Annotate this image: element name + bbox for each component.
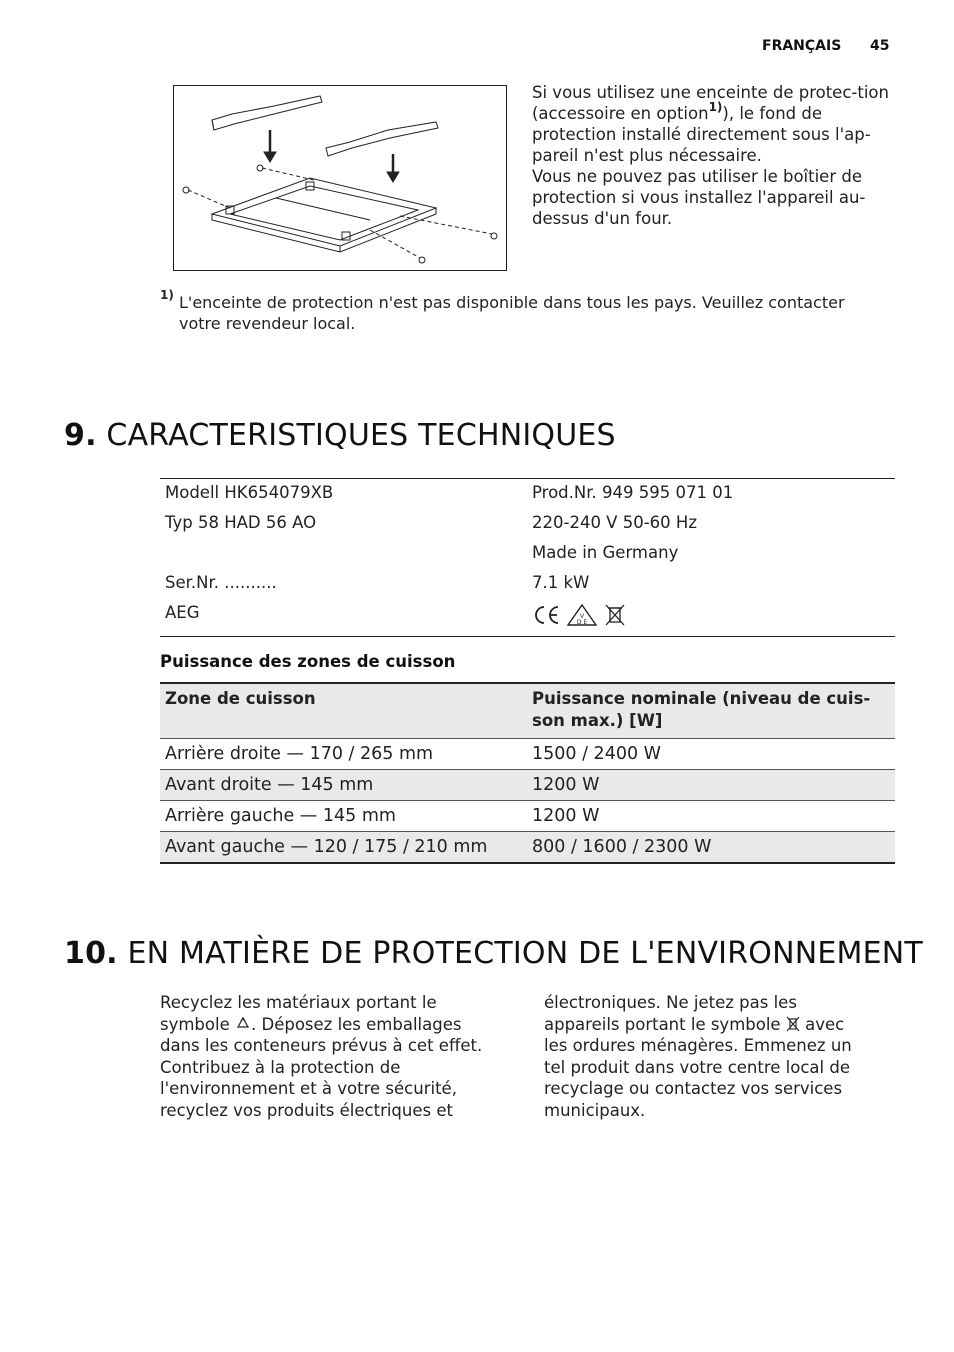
intro-paragraph xyxy=(532,82,894,229)
zone-cell: Avant droite — 145 mm xyxy=(160,770,527,801)
footnote-ref: 1) xyxy=(708,100,723,114)
column-header: Zone de cuisson xyxy=(160,683,527,739)
zone-cell: Arrière gauche — 145 mm xyxy=(160,801,527,832)
crossed-bin-icon xyxy=(786,1016,800,1032)
table-row xyxy=(160,509,895,539)
table-row xyxy=(160,770,895,801)
spec-cell xyxy=(160,539,527,569)
table-row xyxy=(160,479,895,510)
table-row xyxy=(160,569,895,599)
spec-table xyxy=(160,478,895,637)
power-table xyxy=(160,682,895,864)
table-row xyxy=(160,539,895,569)
table-header-row xyxy=(160,683,895,739)
spec-cell: AEG xyxy=(160,599,527,637)
vde-mark-icon xyxy=(566,603,598,627)
power-cell: 1200 W xyxy=(527,801,895,832)
zone-cell: Avant gauche — 120 / 175 / 210 mm xyxy=(160,832,527,864)
spec-cell: 7.1 kW xyxy=(532,573,590,592)
env-text-3: Contribuez à la protection de l'environnement et à votre sécurité, recyclez vos produits électriques et xyxy=(160,1057,457,1120)
environment-column-left xyxy=(160,992,485,1121)
svg-text:V: V xyxy=(579,613,585,620)
section-10-number: 10. xyxy=(64,936,118,971)
spec-cell: Typ 58 HAD 56 AO xyxy=(165,513,317,532)
power-cell: 1200 W xyxy=(527,770,895,801)
table-row xyxy=(160,599,895,637)
env-text-4: électroniques. Ne jetez pas les appareils portant le symbole xyxy=(544,993,797,1034)
column-header: Puissance nominale (niveau de cuis-son max.) [W] xyxy=(527,683,895,739)
spec-cell: Made in Germany xyxy=(532,543,679,562)
recycle-icon xyxy=(235,1016,251,1032)
certification-marks xyxy=(527,599,895,637)
env-text-1: Recyclez les matériaux portant le symbole xyxy=(160,993,437,1034)
svg-text:D E: D E xyxy=(576,619,588,626)
section-9-number: 9. xyxy=(64,418,97,453)
ce-mark-icon xyxy=(532,604,560,626)
table-row xyxy=(160,739,895,770)
section-10-title: EN MATIÈRE DE PROTECTION DE L'ENVIRONNEMENT xyxy=(127,936,923,971)
table-row xyxy=(160,832,895,864)
spec-cell: Prod.Nr. 949 595 071 01 xyxy=(527,479,895,510)
section-9-title: CARACTERISTIQUES TECHNIQUES xyxy=(106,418,616,453)
intro-text-3: Vous ne pouvez pas utiliser le boîtier de protection si vous installez l'appareil au-dessus d'un four. xyxy=(532,167,866,228)
power-subheading: Puissance des zones de cuisson xyxy=(160,652,456,671)
table-row xyxy=(160,801,895,832)
spec-cell: Ser.Nr. .......... xyxy=(165,573,277,592)
power-cell: 800 / 1600 / 2300 W xyxy=(527,832,895,864)
env-text-2: . Déposez les emballages dans les conteneurs prévus à cet effet. xyxy=(160,1014,483,1055)
spec-cell: Modell HK654079XB xyxy=(160,479,527,510)
footnote-mark: 1) xyxy=(160,288,174,302)
crossed-bin-icon xyxy=(604,603,626,627)
section-10-heading xyxy=(64,936,923,971)
installation-figure xyxy=(173,85,507,271)
spec-cell: 220-240 V 50-60 Hz xyxy=(532,513,697,532)
env-text-5: avec les ordures ménagères. Emmenez un tel produit dans votre centre local de recyclage ou contactez vos services municipaux. xyxy=(544,1014,852,1120)
intro-text-1: Si vous utilisez une enceinte de protec-tion (accessoire en option xyxy=(532,83,889,123)
header-language: FRANÇAIS xyxy=(762,38,842,54)
power-cell: 1500 / 2400 W xyxy=(527,739,895,770)
section-9-heading xyxy=(64,418,616,453)
zone-cell: Arrière droite — 170 / 265 mm xyxy=(160,739,527,770)
page-number: 45 xyxy=(870,38,890,54)
footnote-text: L'enceinte de protection n'est pas disponible dans tous les pays. Veuillez contacter votre revendeur local. xyxy=(179,293,845,333)
environment-column-right xyxy=(544,992,869,1121)
intro-text-2: ), le fond de protection installé directement sous l'ap-pareil n'est plus nécessaire. xyxy=(532,104,871,165)
installation-diagram xyxy=(174,86,506,270)
